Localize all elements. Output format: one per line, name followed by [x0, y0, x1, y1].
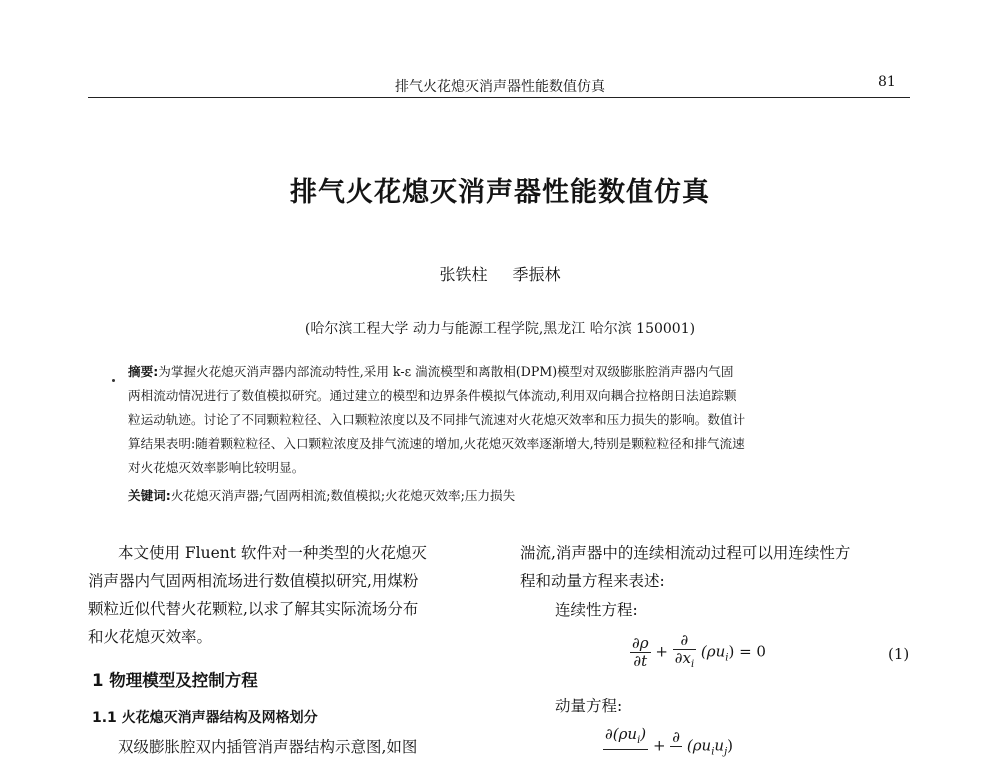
author-1: 张铁柱 [439, 265, 488, 284]
keywords-label: 关键词: [128, 488, 171, 503]
body-line-last: 双级膨胀腔双内插管消声器结构示意图,如图 [118, 738, 418, 756]
abstract-line-4: 算结果表明:随着颗粒粒径、入口颗粒浓度及排气流速的增加,火花熄灭效率逐渐增大,特别是颗粒粒径和排气流速 [128, 436, 745, 451]
abstract-line-1 [128, 361, 733, 380]
header-rule [88, 97, 910, 98]
keywords-text: 火花熄灭消声器;气固两相流;数值模拟;火花熄灭效率;压力损失 [170, 488, 516, 503]
keywords-line [128, 485, 515, 504]
abstract-line-2: 两相流动情况进行了数值模拟研究。通过建立的模型和边界条件模拟气体流动,利用双向耦合拉格朗日法追踪颗 [128, 388, 737, 403]
eq1-frac-2: $\frac{\partial}{\partial x_i}$ [674, 631, 695, 670]
right-line-2: 程和动量方程来表述: [520, 572, 665, 590]
equation-2: $\partial(\rho u_i)$ + ∂ $(\rho u_iu_j)$ [603, 726, 733, 767]
eq2-frac-2: ∂ [672, 728, 681, 746]
eq1-frac-1: $\frac{\partial\rho}{\partial t}$ [632, 634, 649, 670]
continuity-label: 连续性方程: [555, 601, 638, 619]
author-2: 季振林 [512, 265, 561, 284]
abstract-text-1: 为掌握火花熄灭消声器内部流动特性,采用 k-ε 湍流模型和离散相(DPM)模型对双级膨胀腔消声器内气固 [158, 364, 734, 379]
intro-line-3: 颗粒近似代替火花颗粒,以求了解其实际流场分布 [88, 600, 419, 618]
abstract-line-3: 粒运动轨迹。讨论了不同颗粒粒径、入口颗粒浓度以及不同排气流速对火花熄灭效率和压力损失的影响。数值计 [128, 412, 746, 427]
section-heading-1: 1 物理模型及控制方程 [92, 671, 258, 690]
eq2-frac-1: $\partial(\rho u_i)$ [603, 726, 648, 767]
margin-mark [112, 379, 115, 382]
intro-line-2: 消声器内气固两相流场进行数值模拟研究,用煤粉 [88, 572, 419, 590]
affiliation: (哈尔滨工程大学 动力与能源工程学院,黑龙江 哈尔滨 150001) [304, 321, 696, 337]
page-number: 81 [878, 74, 896, 90]
equation-1-number: (1) [888, 645, 910, 663]
intro-line-1: 本文使用 Fluent 软件对一种类型的火花熄灭 [118, 544, 427, 562]
paper-title: 排气火花熄灭消声器性能数值仿真 [290, 177, 710, 208]
intro-line-4: 和火花熄灭效率。 [88, 628, 213, 646]
momentum-label: 动量方程: [555, 697, 623, 715]
author-list [0, 262, 1000, 285]
running-header-title: 排气火花熄灭消声器性能数值仿真 [395, 79, 605, 95]
abstract-line-5: 对火花熄灭效率影响比较明显。 [128, 460, 305, 475]
subsection-heading-1-1: 1.1 火花熄灭消声器结构及网格划分 [92, 710, 318, 726]
abstract-label: 摘要: [128, 364, 159, 379]
right-line-1: 湍流,消声器中的连续相流动过程可以用连续性方 [520, 544, 851, 562]
equation-1: $\frac{\partial\rho}{\partial t}$ + $\frac{\partial}{\partial x_i}$ $(\rho u_i) = 0$ [630, 632, 766, 673]
